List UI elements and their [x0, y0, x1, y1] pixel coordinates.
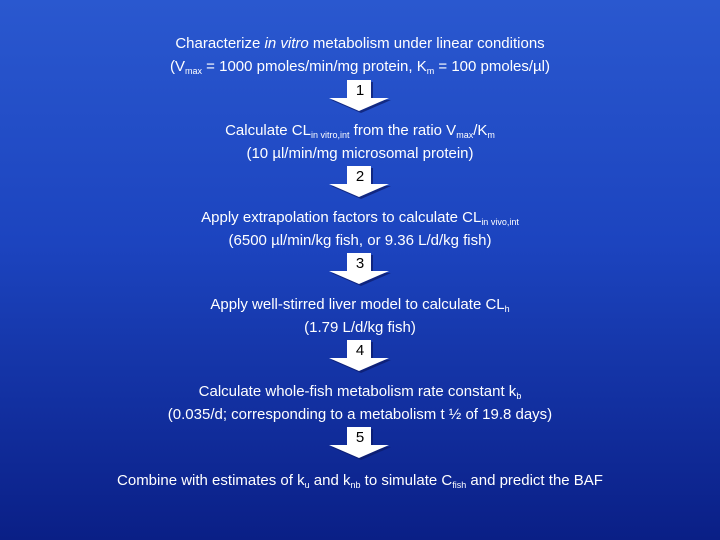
arrow-2 — [327, 166, 393, 200]
step-2-line-1: Calculate $CL_{in vitro,int}$ from the ratio $V_{max}/K_m$ — [225, 122, 495, 140]
step-1-line-2: ($V_{max} = 1000$ pmoles/min/mg protein, $K_m = 100$ pmoles/µl) — [170, 58, 550, 76]
step-3-line-1: Apply extrapolation factors to calculate $CL_{in vivo,int}$ — [201, 209, 519, 227]
arrow-1-label: 1 — [355, 82, 365, 99]
step-5 — [0, 380, 720, 426]
step-5-line-2: (0.035/d; corresponding to a metabolism t ½ of 19.8 days) — [167, 406, 553, 423]
arrow-5 — [327, 427, 393, 461]
step-4-line-1: Apply well-stirred liver model to calculate $CL_h$ — [210, 296, 510, 314]
step-4-line-2: (1.79 L/d/kg fish) — [304, 319, 416, 336]
arrow-1 — [327, 80, 393, 114]
step-6 — [0, 469, 720, 492]
step-3 — [0, 206, 720, 252]
arrow-3 — [327, 253, 393, 287]
step-4 — [0, 293, 720, 339]
step-3-line-2: (6500 µl/min/kg fish, or 9.36 L/d/kg fish) — [228, 232, 492, 249]
step-6-line-1: Combine with estimates of $k_u$ and $k_{nb}$ to simulate $C_{fish}$ and predict the BAF — [117, 472, 603, 490]
arrow-5-label: 5 — [355, 429, 365, 446]
step-2-line-2: (10 µl/min/mg microsomal protein) — [246, 145, 474, 162]
arrow-4-label: 4 — [355, 342, 365, 359]
arrow-4 — [327, 340, 393, 374]
step-5-line-1: Calculate whole-fish metabolism rate constant $k_b$ — [198, 383, 522, 401]
arrow-2-label: 2 — [355, 168, 365, 185]
arrow-3-label: 3 — [355, 255, 365, 272]
step-1 — [0, 32, 720, 78]
step-1-line-1: Characterize in vitro metabolism under linear conditions — [175, 35, 545, 52]
step-2 — [0, 119, 720, 165]
